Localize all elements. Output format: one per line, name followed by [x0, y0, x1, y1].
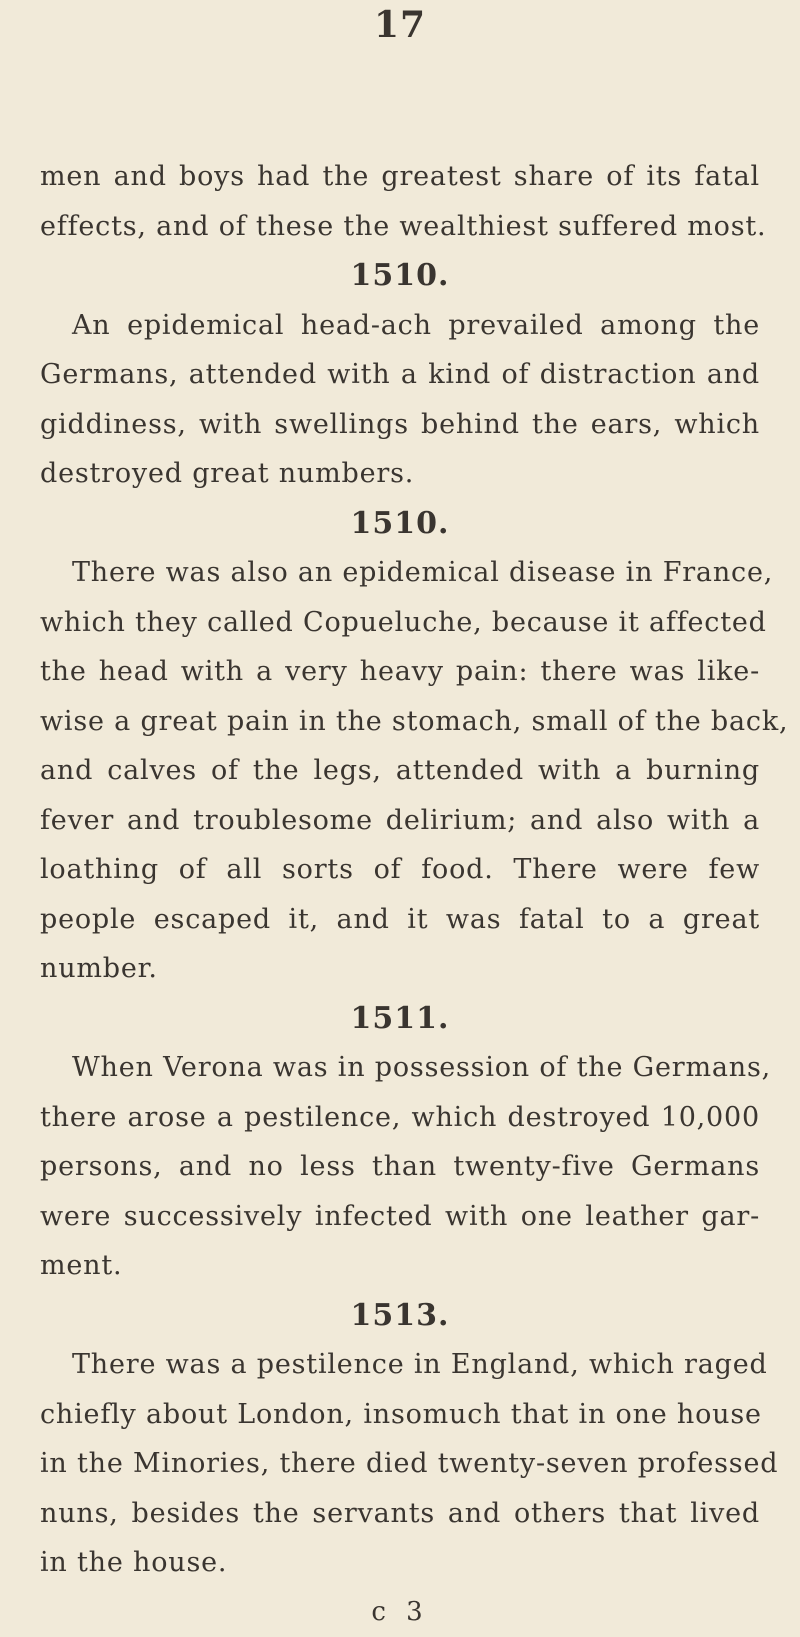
page-number: 17: [0, 4, 800, 46]
text-line: There was also an epidemical disease in France,: [40, 548, 760, 598]
text-line: number.: [40, 944, 760, 994]
year-heading: 1513.: [40, 1291, 760, 1341]
text-line: When Verona was in possession of the Germans,: [40, 1043, 760, 1093]
text-line: men and boys had the greatest share of its fatal: [40, 152, 760, 202]
text-line: Germans, attended with a kind of distraction and: [40, 350, 760, 400]
year-heading: 1510.: [40, 251, 760, 301]
text-line: There was a pestilence in England, which raged: [40, 1340, 760, 1390]
text-line: which they called Copueluche, because it affected: [40, 598, 760, 648]
text-line: loathing of all sorts of food. There were few: [40, 845, 760, 895]
text-line: giddiness, with swellings behind the ears, which: [40, 400, 760, 450]
text-line: in the house.: [40, 1538, 760, 1588]
text-line: and calves of the legs, attended with a burning: [40, 746, 760, 796]
text-line: An epidemical head-ach prevailed among the: [40, 301, 760, 351]
signature-mark: c 3: [40, 1588, 760, 1637]
text-line: people escaped it, and it was fatal to a great: [40, 895, 760, 945]
text-line: fever and troublesome delirium; and also with a: [40, 796, 760, 846]
year-heading: 1510.: [40, 499, 760, 549]
text-line: wise a great pain in the stomach, small of the back,: [40, 697, 760, 747]
text-line: effects, and of these the wealthiest suffered most.: [40, 202, 760, 252]
text-line: were successively infected with one leather gar-: [40, 1192, 760, 1242]
text-line: chiefly about London, insomuch that in one house: [40, 1390, 760, 1440]
text-line: destroyed great numbers.: [40, 449, 760, 499]
text-line: persons, and no less than twenty-five Germans: [40, 1142, 760, 1192]
text-line: nuns, besides the servants and others that lived: [40, 1489, 760, 1539]
year-heading: 1511.: [40, 994, 760, 1044]
text-line: there arose a pestilence, which destroyed 10,000: [40, 1093, 760, 1143]
text-line: in the Minories, there died twenty-seven professed: [40, 1439, 760, 1489]
text-line: ment.: [40, 1241, 760, 1291]
body-text: [40, 152, 760, 1637]
text-line: the head with a very heavy pain: there was like-: [40, 647, 760, 697]
